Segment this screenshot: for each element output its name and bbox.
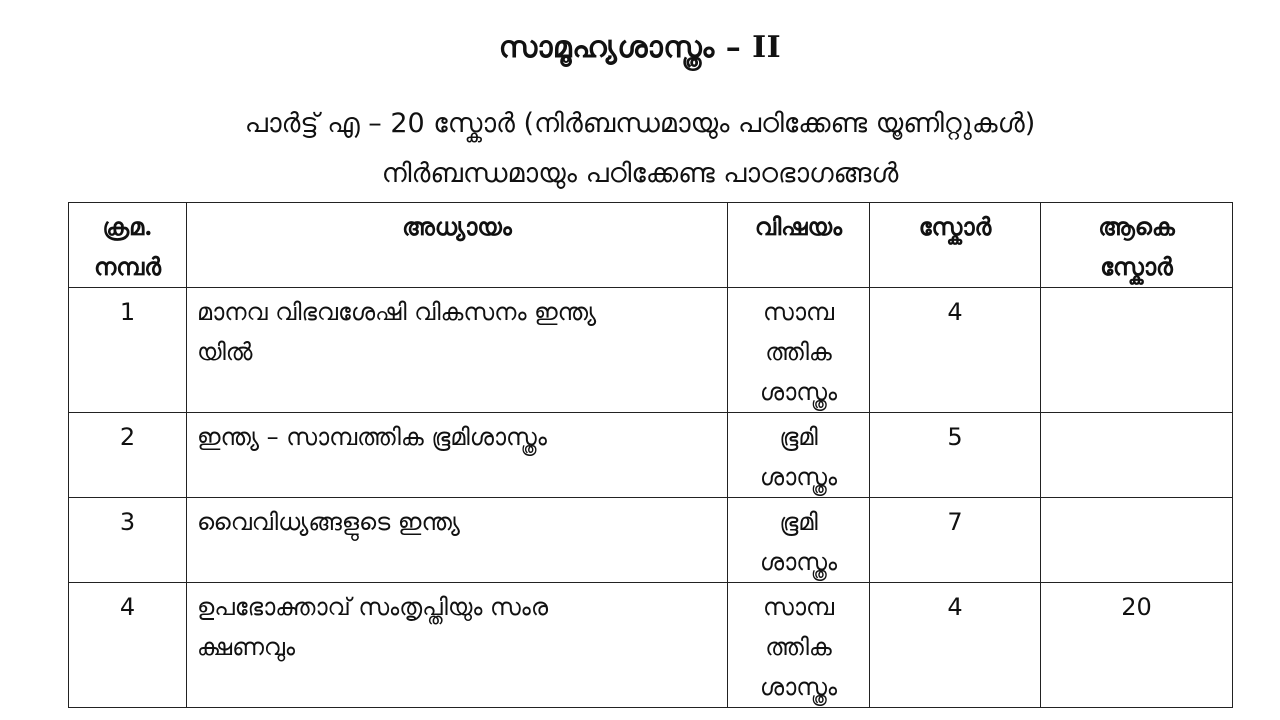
subject-line: ശാസ്ത്രം <box>759 673 838 701</box>
subject-line: സാമ്പ <box>763 298 834 326</box>
total-header-line1: ആകെ <box>1098 212 1175 241</box>
total-score-cell <box>1041 498 1233 583</box>
subject-line: ശാസ്ത്രം <box>759 548 838 576</box>
chapter-line: മാനവ വിഭവശേഷി വികസനം ഇന്ത്യ <box>197 298 597 326</box>
serial-header-line1: ക്രമ. <box>102 212 153 241</box>
subject-line: സാമ്പ <box>763 593 834 621</box>
chapter-cell <box>187 583 728 708</box>
part-a-subtitle: പാർട്ട് എ – 20 സ്കോർ (നിർബന്ധമായും പഠിക്കേണ്ട യൂണിറ്റുകൾ) <box>244 108 1036 139</box>
subject-line: ഭൂമി <box>779 508 818 536</box>
subject-cell <box>728 288 870 413</box>
chapter-cell <box>187 498 728 583</box>
chapter-line: ക്ഷണവും <box>197 633 296 661</box>
chapter-line: ഇന്ത്യ – സാമ്പത്തിക ഭൂമിശാസ്ത്രം <box>197 423 547 451</box>
table-row <box>69 288 1233 413</box>
subject-header: വിഷയം <box>728 203 870 288</box>
subject-line: ത്തിക <box>765 338 832 366</box>
subject-line: ത്തിക <box>765 633 832 661</box>
row-number: 4 <box>69 583 187 708</box>
subject-line: ശാസ്ത്രം <box>759 463 838 491</box>
syllabus-table <box>68 202 1233 708</box>
score-cell: 5 <box>870 413 1041 498</box>
score-cell: 7 <box>870 498 1041 583</box>
total-header-line2: സ്കോർ <box>1100 252 1173 281</box>
chapter-cell <box>187 288 728 413</box>
row-number: 1 <box>69 288 187 413</box>
table-row <box>69 498 1233 583</box>
serial-number-header <box>69 203 187 288</box>
table-row <box>69 583 1233 708</box>
row-number: 2 <box>69 413 187 498</box>
total-score-cell: 20 <box>1041 583 1233 708</box>
subject-cell <box>728 413 870 498</box>
subject-cell <box>728 498 870 583</box>
subject-cell <box>728 583 870 708</box>
document-title: സാമൂഹ്യശാസ്ത്രം – II <box>498 30 782 65</box>
total-score-cell <box>1041 288 1233 413</box>
table-header-row <box>69 203 1233 288</box>
total-score-header <box>1041 203 1233 288</box>
score-cell: 4 <box>870 288 1041 413</box>
chapter-cell <box>187 413 728 498</box>
subject-line: ഭൂമി <box>779 423 818 451</box>
score-header: സ്കോർ <box>870 203 1041 288</box>
table-row <box>69 413 1233 498</box>
chapter-line: ഉപഭോക്താവ് സംതൃപ്തിയും സംര <box>197 593 549 621</box>
serial-header-line2: നമ്പർ <box>93 252 162 281</box>
chapter-line: യിൽ <box>197 338 253 366</box>
chapter-line: വൈവിധ്യങ്ങളുടെ ഇന്ത്യ <box>197 508 460 536</box>
mandatory-lessons-subtitle: നിർബന്ധമായും പഠിക്കേണ്ട പാഠഭാഗങ്ങൾ <box>381 158 899 189</box>
subject-line: ശാസ്ത്രം <box>759 378 838 406</box>
chapter-header: അധ്യായം <box>187 203 728 288</box>
total-score-cell <box>1041 413 1233 498</box>
score-cell: 4 <box>870 583 1041 708</box>
row-number: 3 <box>69 498 187 583</box>
